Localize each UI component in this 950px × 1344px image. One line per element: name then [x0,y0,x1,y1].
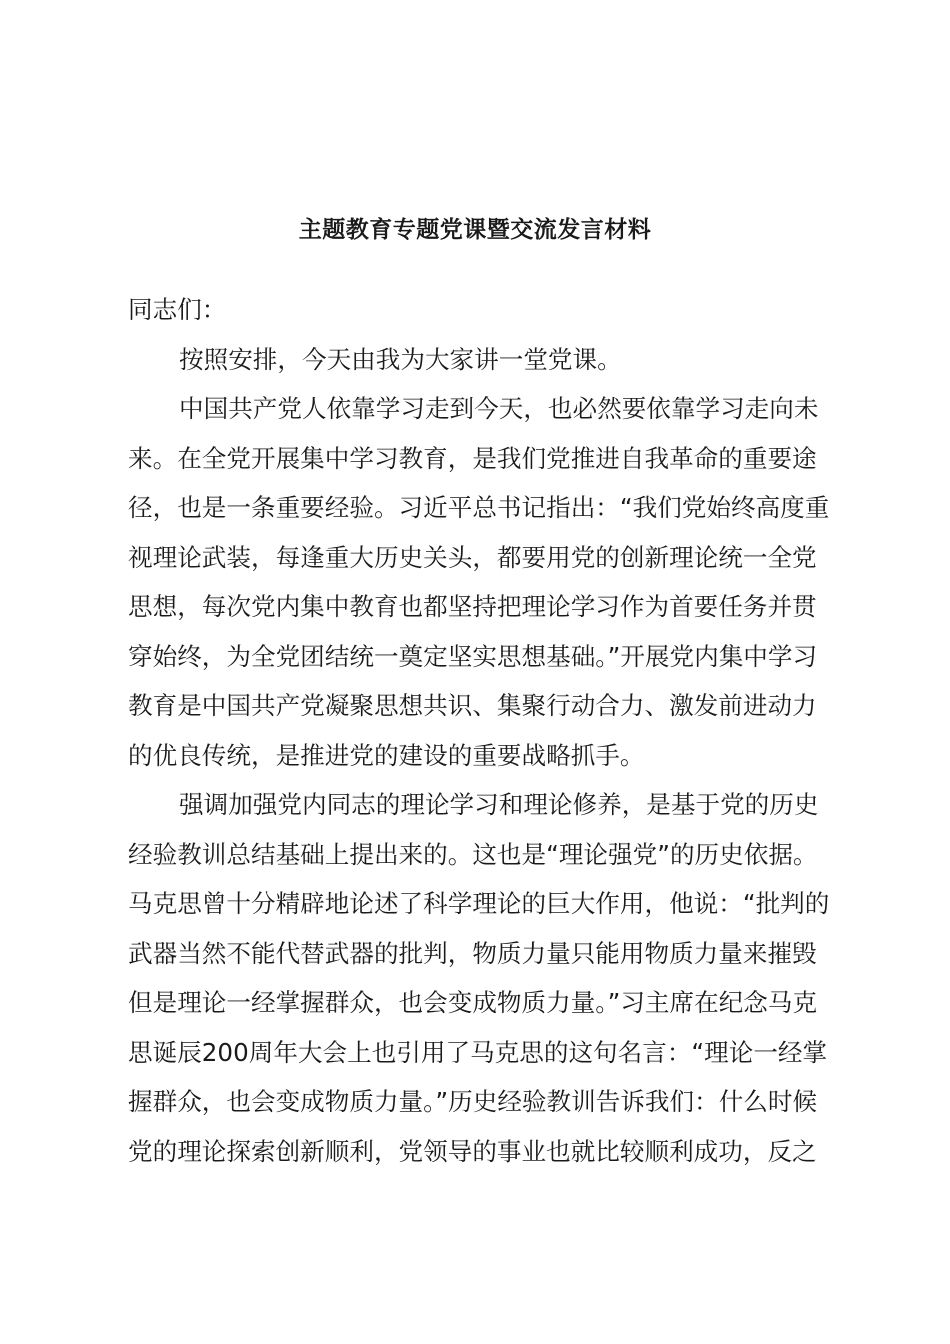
paragraph-line: 按照安排，今天由我为大家讲一堂党课。 [179,344,622,374]
paragraph-line: 视理论武装，每逢重大历史关头，都要用党的创新理论统一全党 [128,542,817,572]
paragraph-line: 来。在全党开展集中学习教育，是我们党推进自我革命的重要途 [128,443,817,473]
paragraph-line: 思诞辰200周年大会上也引用了马克思的这句名言：“理论一经掌 [128,1037,828,1067]
document-title: 主题教育专题党课暨交流发言材料 [298,217,652,243]
paragraph-line: 但是理论一经掌握群众，也会变成物质力量。”习主席在纪念马克 [128,988,818,1017]
paragraph-line: 穿始终，为全党团结统一奠定坚实思想基础。”开展党内集中学习 [128,641,818,671]
paragraph-line: 径，也是一条重要经验。习近平总书记指出：“我们党始终高度重 [128,493,830,522]
paragraph-line: 握群众，也会变成物质力量。”历史经验教训告诉我们：什么时候 [128,1087,818,1116]
paragraph-line: 经验教训总结基础上提出来的。这也是“理论强党”的历史依据。 [128,839,818,869]
paragraph-line: 强调加强党内同志的理论学习和理论修养，是基于党的历史 [179,790,819,819]
document-body [128,285,858,1176]
paragraph-line: 教育是中国共产党凝聚思想共识、集聚行动合力、激发前进动力 [128,691,817,720]
paragraph-line: 中国共产党人依靠学习走到今天，也必然要依靠学习走向未 [179,394,819,423]
paragraph-line: 思想，每次党内集中教育也都坚持把理论学习作为首要任务并贯 [128,592,817,621]
paragraph-line: 武器当然不能代替武器的批判，物质力量只能用物质力量来摧毁 [128,938,817,968]
salutation: 同志们： [128,295,227,324]
paragraph-line: 的优良传统，是推进党的建设的重要战略抓手。 [128,740,645,770]
paragraph-line: 马克思曾十分精辟地论述了科学理论的巨大作用，他说：“批判的 [128,889,830,918]
paragraph-line: 党的理论探索创新顺利，党领导的事业也就比较顺利成功，反之 [128,1136,817,1166]
